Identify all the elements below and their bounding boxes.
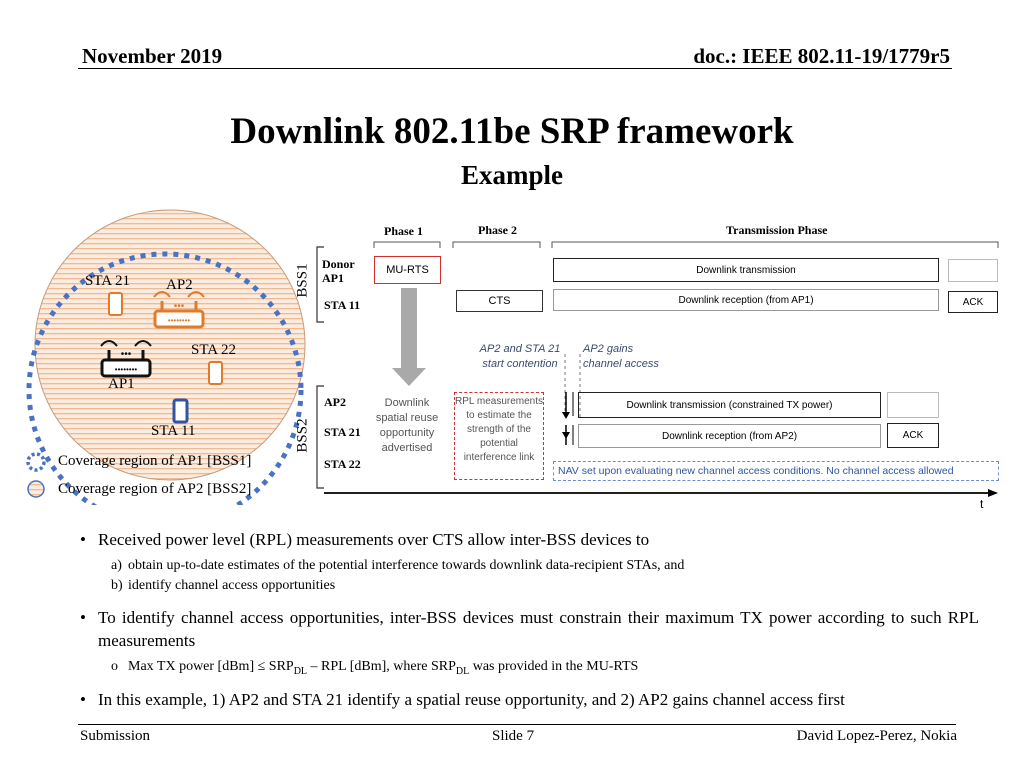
cts-box: CTS: [456, 290, 543, 312]
bullet-dot-1: •: [80, 530, 86, 549]
bullet-3: In this example, 1) AP2 and STA 21 identify a spatial reuse opportunity, and 2) AP2 gains channel access first: [98, 690, 845, 709]
svg-text:•••: •••: [120, 349, 132, 360]
bullet-dot-3: •: [80, 690, 86, 709]
header-date: November 2019: [82, 44, 223, 68]
row-sta11: STA 11: [324, 298, 361, 312]
row-sta22: STA 22: [324, 457, 361, 471]
header-doc-id: doc.: IEEE 802.11-19/1779r5: [693, 44, 950, 68]
svg-text:••••••••: ••••••••: [167, 316, 191, 325]
legend-bss1-label: Coverage region of AP1 [BSS1]: [58, 453, 252, 469]
page-title: Downlink 802.11be SRP framework: [230, 111, 794, 152]
ack-box-bss2: ACK: [887, 423, 939, 448]
downlink-reception-ap2-box: Downlink reception (from AP2): [578, 424, 881, 448]
sta22-label: STA 22: [191, 342, 237, 358]
formula-sub-2: DL: [455, 665, 470, 677]
sta22-phone-icon: [209, 362, 222, 384]
bullet-1: Received power level (RPL) measurements over CTS allow inter-BSS devices to: [98, 530, 650, 549]
downlink-transmission-box: Downlink transmission: [553, 258, 939, 282]
spatial-reuse-arrow-head: [392, 368, 426, 386]
formula-part-1: Max TX power [dBm] ≤ SRP: [128, 659, 294, 674]
footer-slide-number: Slide 7: [492, 728, 535, 744]
sta21-label: STA 21: [85, 273, 131, 289]
svg-text:•••: •••: [173, 301, 185, 312]
formula-sub-1: DL: [293, 665, 308, 677]
rpl-measurement-note: RPL measurements to estimate the strength of the potential interference link: [454, 392, 544, 480]
sta11-label: STA 11: [151, 423, 196, 439]
sub-bullet-b: identify channel access opportunities: [128, 578, 336, 593]
formula-marker: o: [111, 659, 118, 674]
bss1-label: BSS1: [294, 263, 311, 298]
mu-rts-box: MU-RTS: [374, 256, 441, 284]
ap2-label: AP2: [166, 277, 193, 293]
phase2-label: Phase 2: [478, 223, 517, 237]
legend-bss2-icon: [28, 481, 44, 497]
downlink-reception-ap1-box: Downlink reception (from AP1): [553, 289, 939, 311]
legend-bss2-label: Coverage region of AP2 [BSS2]: [58, 481, 252, 497]
bss2-label: BSS2: [294, 418, 311, 453]
legend-bss1-icon: [28, 454, 44, 470]
ap1-label: AP1: [108, 376, 135, 392]
header-rule: [78, 68, 952, 69]
downlink-transmission-constrained-box: Downlink transmission (constrained TX power): [578, 392, 881, 418]
phase1-label: Phase 1: [384, 224, 423, 238]
bss2-bracket: [317, 386, 324, 488]
bullet-2: To identify channel access opportunities, inter-BSS devices must constrain their maximum TX power according to such RPL measurements: [98, 608, 979, 650]
ack-box-bss1: ACK: [948, 291, 998, 313]
sub-bullet-b-marker: b): [111, 578, 123, 593]
empty-ack-slot-bss2: [887, 392, 939, 418]
formula-part-3: was provided in the MU-RTS: [469, 659, 639, 674]
footer-submission: Submission: [80, 728, 151, 744]
formula-part-2: – RPL [dBm], where SRP: [307, 659, 456, 674]
sta21-phone-icon: [109, 293, 122, 315]
channel-access-note: AP2 gains channel access: [583, 343, 659, 370]
nav-box: NAV set upon evaluating new channel access conditions. No channel access allowed: [553, 461, 999, 481]
row-ap2: AP2: [324, 395, 346, 409]
sub-bullet-a-marker: a): [111, 558, 122, 573]
spatial-reuse-note: Downlink spatial reuse opportunity advertised: [375, 397, 439, 454]
empty-ack-slot-bss1: [948, 259, 998, 282]
formula-line: [128, 657, 638, 682]
transmission-phase-label: Transmission Phase: [726, 223, 828, 237]
row-sta21: STA 21: [324, 425, 361, 439]
row-donor-ap1: Donor AP1: [322, 257, 355, 285]
bullet-dot-2: •: [80, 608, 86, 627]
sta11-phone-icon: [174, 400, 187, 422]
page-subtitle: Example: [460, 160, 563, 190]
time-axis-label: t: [980, 497, 984, 511]
footer-rule: [78, 724, 956, 725]
spatial-reuse-arrow-body: [401, 288, 417, 370]
svg-text:••••••••: ••••••••: [114, 365, 138, 374]
legend-icons: [25, 451, 49, 501]
sub-bullet-a: obtain up-to-date estimates of the potential interference towards downlink data-recipient STAs, and: [128, 558, 685, 573]
footer-author: David Lopez-Perez, Nokia: [796, 728, 957, 744]
contention-note: AP2 and STA 21 start contention: [479, 343, 561, 370]
